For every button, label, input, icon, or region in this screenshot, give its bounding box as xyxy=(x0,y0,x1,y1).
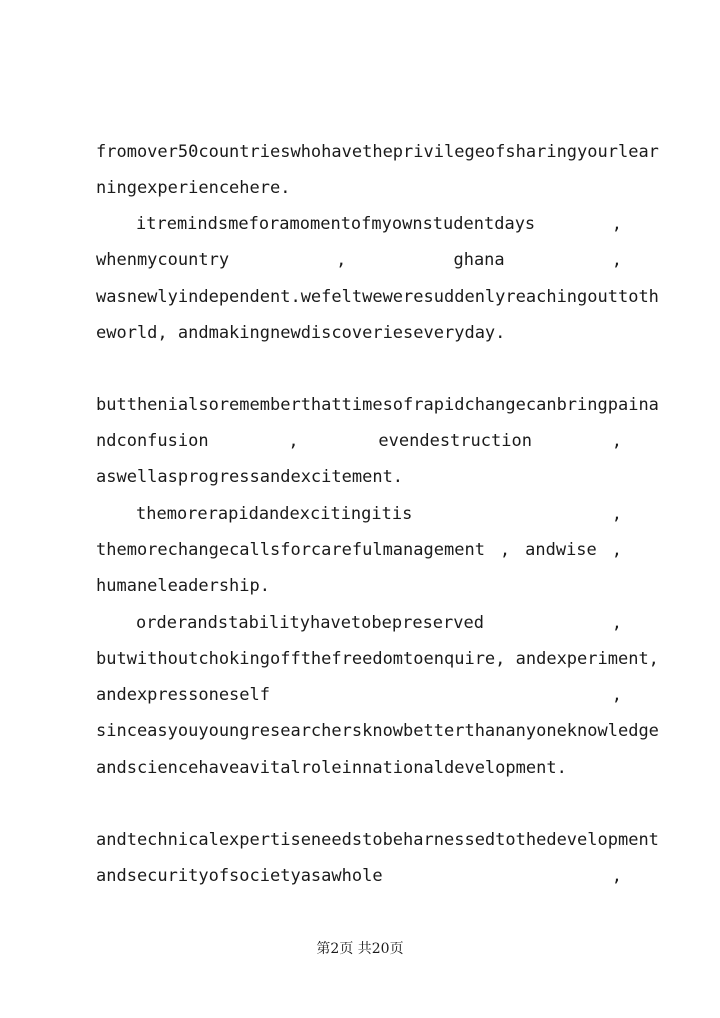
text-segment: itremindsmeforamomentofmyownstudentdays xyxy=(136,214,536,234)
text-line: wasnewlyindependent.wefeltweweresuddenlyreachingouttoth xyxy=(96,287,659,307)
text-segment: andexpressoneself xyxy=(96,685,270,705)
text-line: fromover50countrieswhohavetheprivilegeofsharingyourlear xyxy=(96,142,659,162)
text-segment: themorechangecallsforcarefulmanagement xyxy=(96,540,485,560)
text-segment: , xyxy=(611,866,622,886)
text-line xyxy=(136,211,622,237)
text-line xyxy=(136,501,622,527)
text-line xyxy=(96,247,622,273)
text-line: eworld, andmakingnewdiscoverieseveryday. xyxy=(96,323,506,343)
text-line xyxy=(96,537,622,563)
text-segment: , xyxy=(611,431,622,451)
text-line: butwithoutchokingoffthefreedomtoenquire, andexperiment, xyxy=(96,649,659,669)
text-segment: , xyxy=(611,613,622,633)
text-line xyxy=(136,610,622,636)
text-segment: evendestruction xyxy=(378,431,532,451)
text-line xyxy=(96,863,622,889)
text-segment: ndconfusion xyxy=(96,431,209,451)
text-line xyxy=(96,428,622,454)
text-segment: , xyxy=(336,250,347,270)
text-segment: andwise xyxy=(525,540,597,560)
text-line: butthenialsorememberthattimesofrapidchangecanbringpaina xyxy=(96,395,659,415)
text-line: andsciencehaveavitalroleinnationaldevelopment. xyxy=(96,758,567,778)
text-line: aswellasprogressandexcitement. xyxy=(96,467,404,487)
text-segment: orderandstabilityhavetobepreserved xyxy=(136,613,484,633)
text-segment: , xyxy=(611,214,622,234)
text-segment: , xyxy=(611,540,622,560)
text-segment: ghana xyxy=(453,250,505,270)
text-line: humaneleadership. xyxy=(96,576,270,596)
text-segment: themorerapidandexcitingitis xyxy=(136,504,413,524)
text-segment: , xyxy=(288,431,299,451)
text-line xyxy=(96,682,622,708)
text-segment: , xyxy=(611,504,622,524)
page-number: 第2页 共20页 xyxy=(316,941,404,957)
text-line: sinceasyouyoungresearchersknowbetterthananyoneknowledge xyxy=(96,721,659,741)
text-segment: , xyxy=(611,685,622,705)
text-segment: whenmycountry xyxy=(96,250,230,270)
text-segment: andsecurityofsocietyasawhole xyxy=(96,866,383,886)
text-segment: , xyxy=(611,250,622,270)
text-line: ningexperiencehere. xyxy=(96,178,291,198)
text-segment: , xyxy=(499,540,511,560)
text-line: andtechnicalexpertiseneedstobeharnessedtothedevelopment xyxy=(96,830,659,850)
